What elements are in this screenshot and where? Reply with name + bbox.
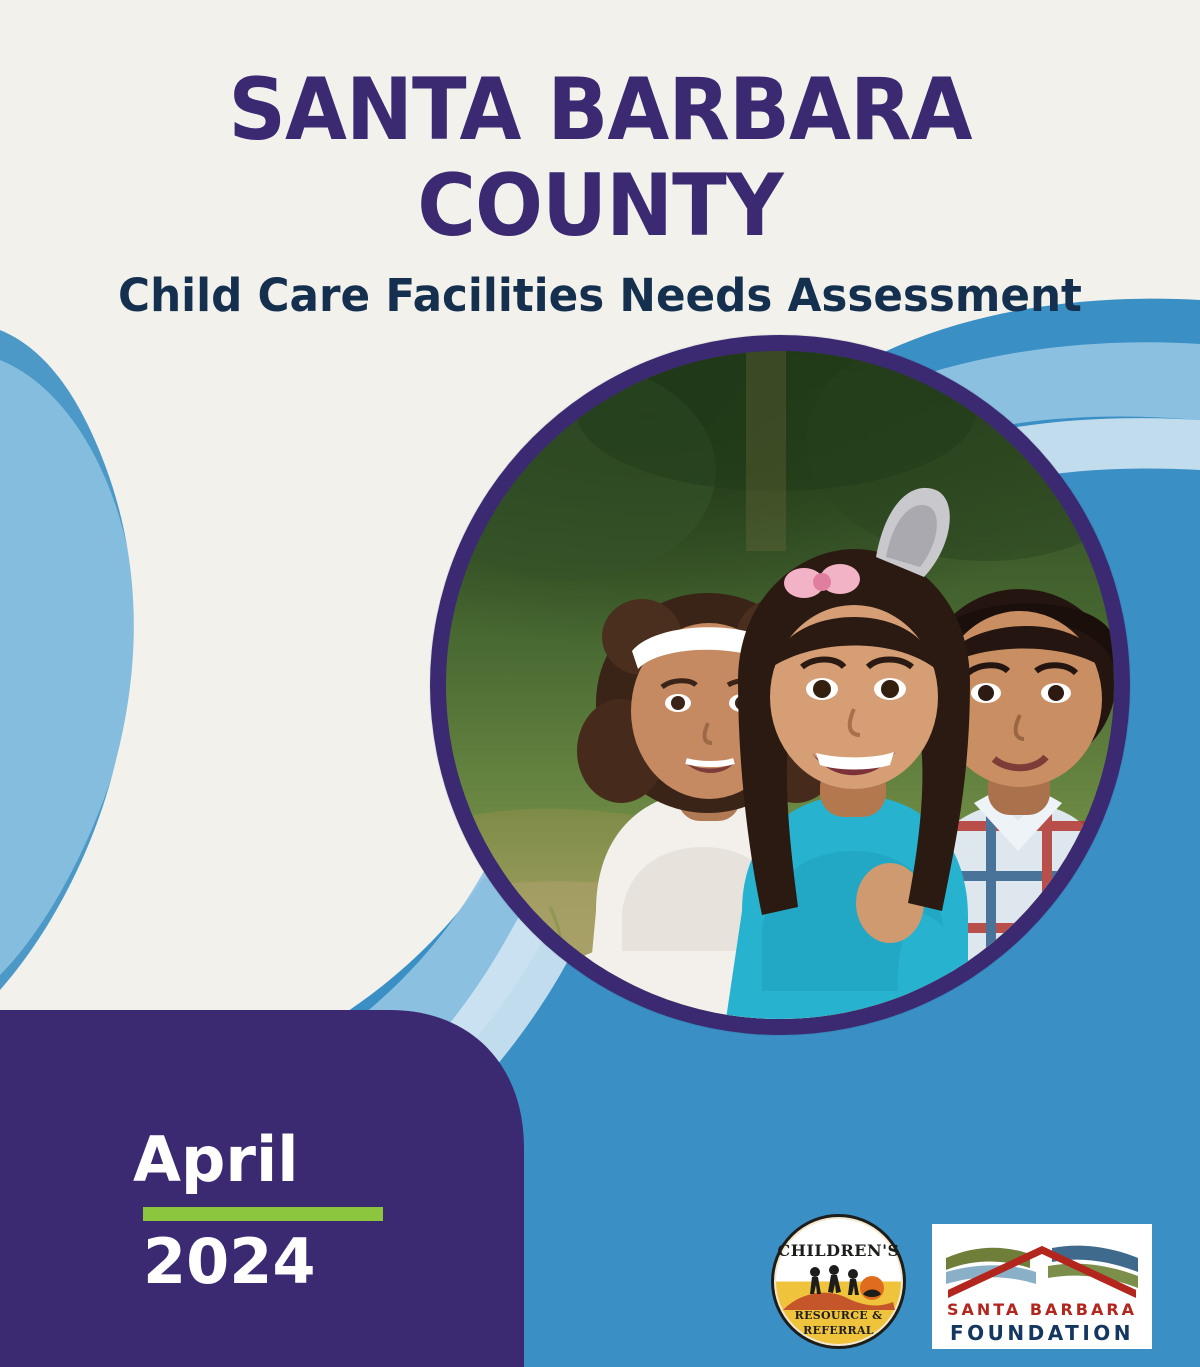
crr-logo-bottom-text-1: RESOURCE & <box>794 1309 883 1322</box>
page-title: SANTA BARBARA COUNTY <box>228 60 972 256</box>
childrens-resource-referral-logo <box>771 1214 906 1349</box>
date-year: 2024 <box>143 1225 316 1298</box>
cover-photo <box>446 351 1114 1019</box>
cover-photo-ring <box>430 335 1130 1035</box>
sbf-logo-line-2: FOUNDATION <box>950 1321 1134 1345</box>
page-subtitle: Child Care Facilities Needs Assessment <box>118 269 1082 322</box>
date-month: April <box>133 1123 299 1196</box>
sbf-logo-line-1: SANTA BARBARA <box>946 1300 1138 1319</box>
crr-logo-bottom-text-2: REFERRAL <box>803 1324 874 1337</box>
date-divider <box>143 1207 383 1221</box>
cover-photo-illustration <box>446 351 1114 1019</box>
date-block <box>133 1125 453 1297</box>
logo-row <box>771 1214 1152 1349</box>
santa-barbara-foundation-logo <box>932 1224 1152 1349</box>
crr-logo-top-text: CHILDREN'S <box>777 1241 900 1260</box>
title-block <box>0 62 1200 324</box>
